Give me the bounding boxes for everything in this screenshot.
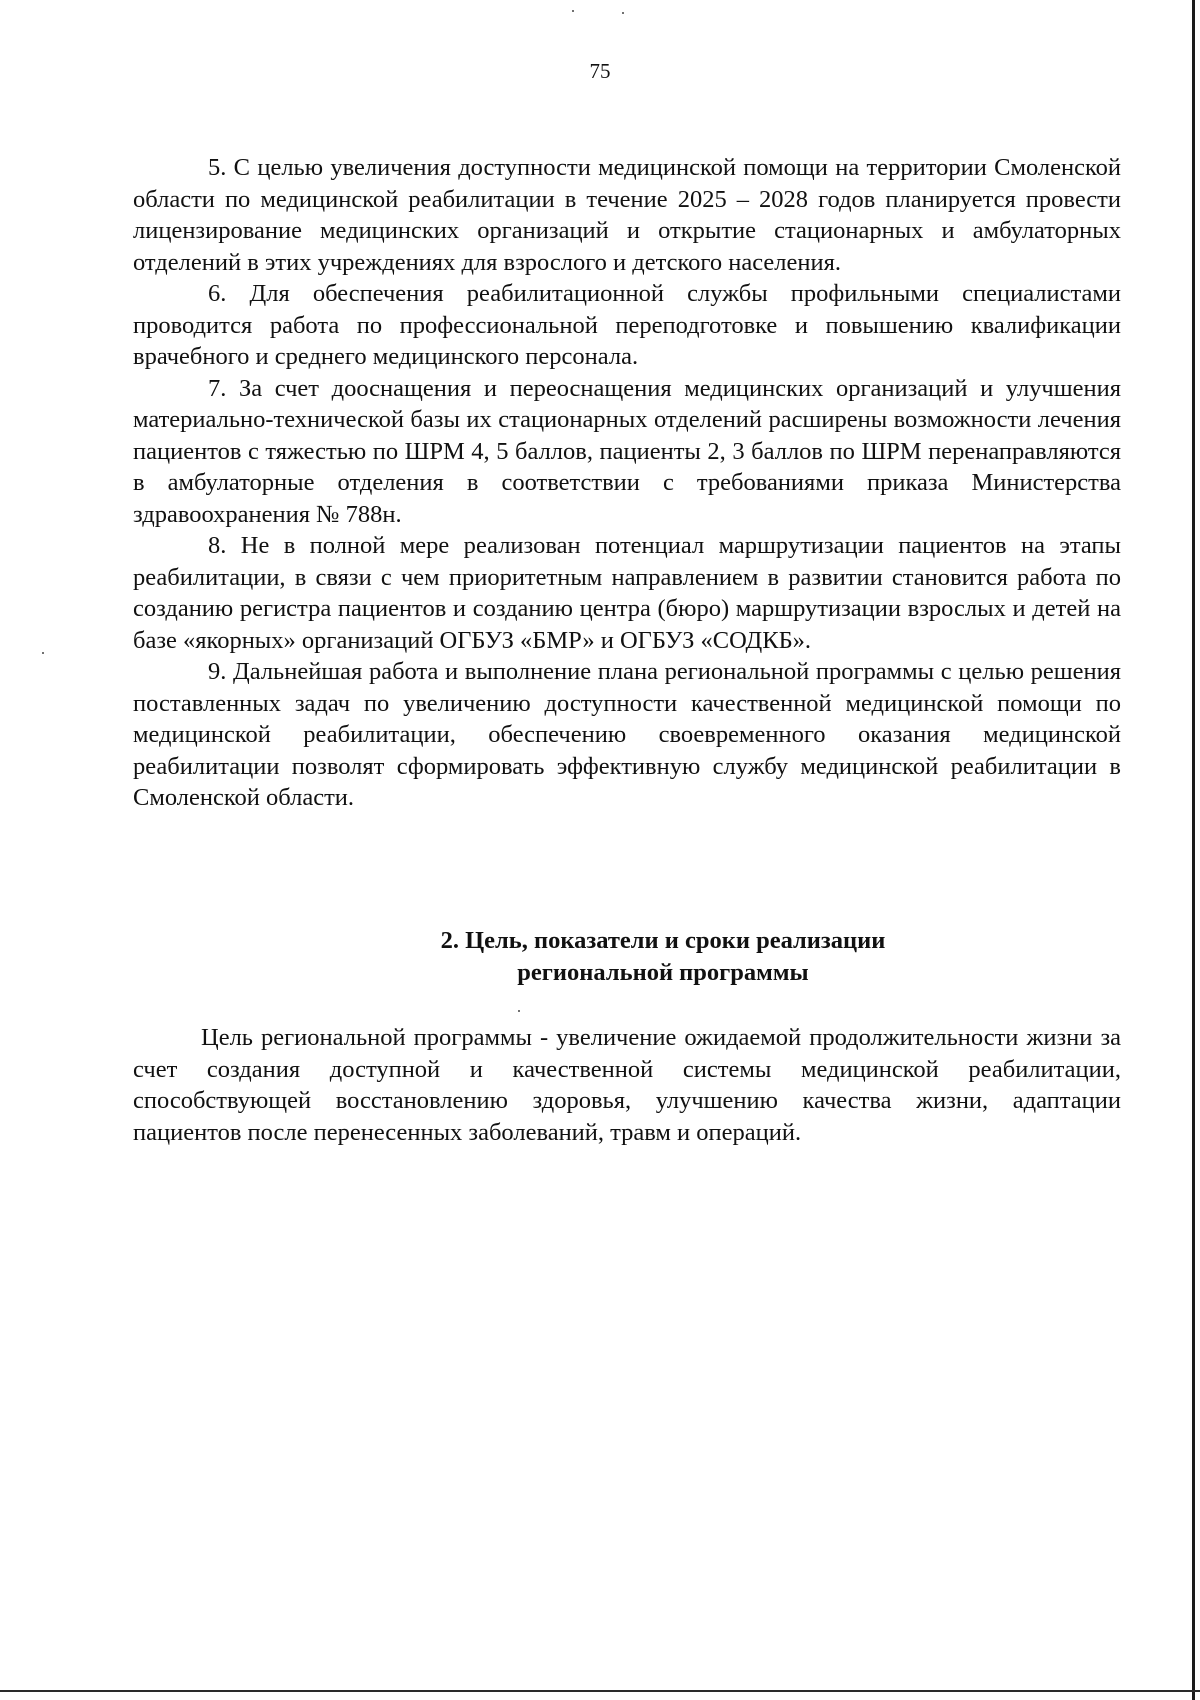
paragraph-7: 7. За счет дооснащения и переоснащения медицинских организаций и улучшения материально-технической базы их стационарных отделений расширены возможности лечения пациентов с тяжестью по ШРМ 4, 5 баллов, пациенты 2, 3 баллов по ШРМ перенаправляются в амбулаторные отделения в соответствии с требованиями приказа Министерства здравоохранения № 788н. [133,374,1121,528]
scan-bottom-edge [0,1690,1200,1692]
section-heading [133,925,1193,988]
paragraph-5: 5. С целью увеличения доступности медицинской помощи на территории Смоленской области по медицинской реабилитации в течение 2025 – 2028 годов планируется провести лицензирование медицинских организаций и открытие стационарных и амбулаторных отделений в этих учреждениях для взрослого и детского населения. [133,154,1121,276]
scan-right-edge [1192,0,1195,1700]
goal-paragraph: Цель региональной программы - увеличение ожидаемой продолжительности жизни за счет создания доступной и качественной системы медицинской реабилитации, способствующей восстановлению здоровья, улучшению качества жизни, адаптации пациентов после перенесенных заболеваний, травм и операций. [133,1024,1121,1146]
scan-speck [518,1010,520,1012]
paragraph-9: 9. Дальнейшая работа и выполнение плана региональной программы с целью решения поставленных задач по увеличению доступности качественной медицинской помощи по медицинской реабилитации, обеспечению своевременного оказания медицинской реабилитации позволят сформировать эффективную службу медицинской реабилитации в Смоленской области. [133,658,1121,811]
scan-speck [622,12,624,14]
paragraph-6: 6. Для обеспечения реабилитационной службы профильными специалистами проводится работа по профессиональной переподготовке и повышению квалификации врачебного и среднего медицинского персонала. [133,280,1121,370]
section-heading-line-2: региональной программы [517,958,809,986]
page-number: 75 [589,59,611,83]
section-heading-line-1: 2. Цель, показатели и сроки реализации [440,927,886,954]
scan-speck [572,10,574,12]
scan-speck [42,652,44,654]
paragraph-8: 8. Не в полной мере реализован потенциал маршрутизации пациентов на этапы реабилитации, в связи с чем приоритетным направлением в развитии становится работа по созданию регистра пациентов и созданию центра (бюро) маршрутизации взрослых и детей на базе «якорных» организаций ОГБУЗ «БМР» и ОГБУЗ «СОДКБ». [133,532,1121,654]
body-text [133,152,1121,814]
